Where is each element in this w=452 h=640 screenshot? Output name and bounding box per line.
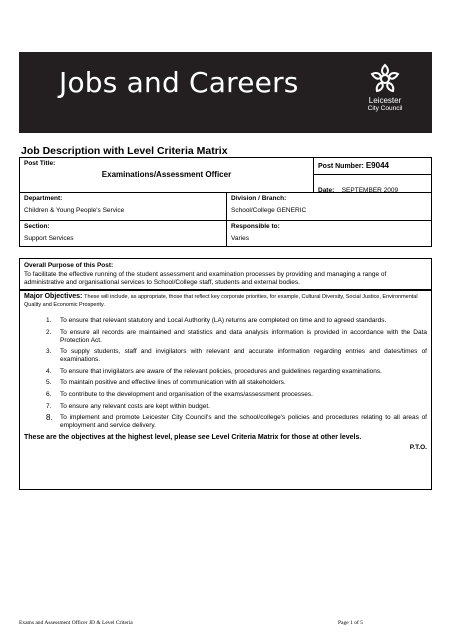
- logo-subname: City Council: [367, 105, 403, 112]
- objectives-label: Major Objectives:: [24, 293, 83, 300]
- footer-page-number: Page 1 of 5: [338, 620, 363, 626]
- objectives-intro: These will include, as appropriate, those that reflect key corporate priorities, for example, Cultural Diversity, Social Justice, Environmental Quality and Economic Prosperity.: [24, 294, 418, 308]
- responsible-cell: [227, 221, 432, 247]
- objective-item: 6. To contribute to the development and organisation of the exams/assessment processes.: [46, 390, 313, 398]
- jobs-banner: [19, 52, 432, 133]
- logo-name: Leicester: [368, 96, 402, 105]
- section-value: Support Services: [24, 235, 74, 242]
- section-label: Section:: [24, 223, 50, 230]
- post-title-cell: [20, 158, 314, 193]
- department-label: Department:: [24, 195, 63, 202]
- objectives-header: [24, 293, 427, 309]
- document-heading: Job Description with Level Criteria Matrix: [21, 145, 228, 157]
- post-number-label: Post Number:: [318, 163, 366, 170]
- post-details-table: [19, 157, 432, 247]
- objective-item: 7. To ensure any relevant costs are kept within budget.: [46, 402, 210, 410]
- objectives-box: [19, 290, 432, 490]
- objectives-list: [24, 317, 427, 430]
- post-number-value: E9044: [365, 161, 389, 170]
- rose-logo-icon: [368, 62, 402, 96]
- section-cell: [20, 221, 227, 247]
- date-label: Date:: [318, 187, 335, 194]
- post-title-label: Post Title:: [24, 160, 56, 167]
- footer-document-name: Exams and Assessment Officer JD & Level Criteria: [19, 620, 133, 626]
- date-value: SEPTEMBER 2009: [341, 187, 399, 194]
- objective-item: 3. To supply students, staff and invigilators with relevant and accurate information regarding entries and dates/times of examinations.: [46, 348, 427, 364]
- banner-title: Jobs and Careers: [59, 66, 299, 99]
- objective-item: 4. To ensure that invigilators are aware of the relevant policies, procedures and guidelines regarding examinations.: [46, 367, 382, 375]
- purpose-text: To facilitate the effective running of the student assessment and examination processes by providing and managing a range of administrative and organisational services to School/College staff, students and external bodies.: [24, 271, 387, 286]
- department-value: Children & Young People's Service: [24, 207, 125, 214]
- purpose-box: [19, 258, 432, 290]
- department-cell: [20, 193, 227, 221]
- purpose-label: Overall Purpose of this Post:: [24, 262, 114, 269]
- post-number-cell: [314, 158, 432, 193]
- objective-item: 5. To maintain positive and effective lines of communication with all stakeholders.: [46, 379, 286, 387]
- division-value: School/College GENERIC: [231, 207, 307, 214]
- objective-item: 8. To implement and promote Leicester City Council's and the school/college's policies and procedures relating to all areas of employment and service delivery.: [46, 413, 427, 430]
- objectives-closing: These are the objectives at the highest level, please see Level Criteria Matrix for those at other levels.: [24, 433, 362, 441]
- post-title-value: Examinations/Assessment Officer: [101, 170, 232, 179]
- division-label: Division / Branch:: [231, 195, 287, 202]
- responsible-label: Responsible to:: [231, 223, 280, 230]
- objective-item: 2. To ensure all records are maintained and statistics and data analysis information is provided in accordance with the Data Protection Act.: [46, 328, 427, 344]
- responsible-value: Varies: [231, 235, 249, 242]
- pto-marker: P.T.O.: [409, 444, 427, 452]
- division-cell: [227, 193, 432, 221]
- council-logo: [356, 62, 414, 113]
- objective-item: 1. To ensure that relevant statutory and Local Authority (LA) returns are completed on time and to agreed standards.: [46, 317, 387, 324]
